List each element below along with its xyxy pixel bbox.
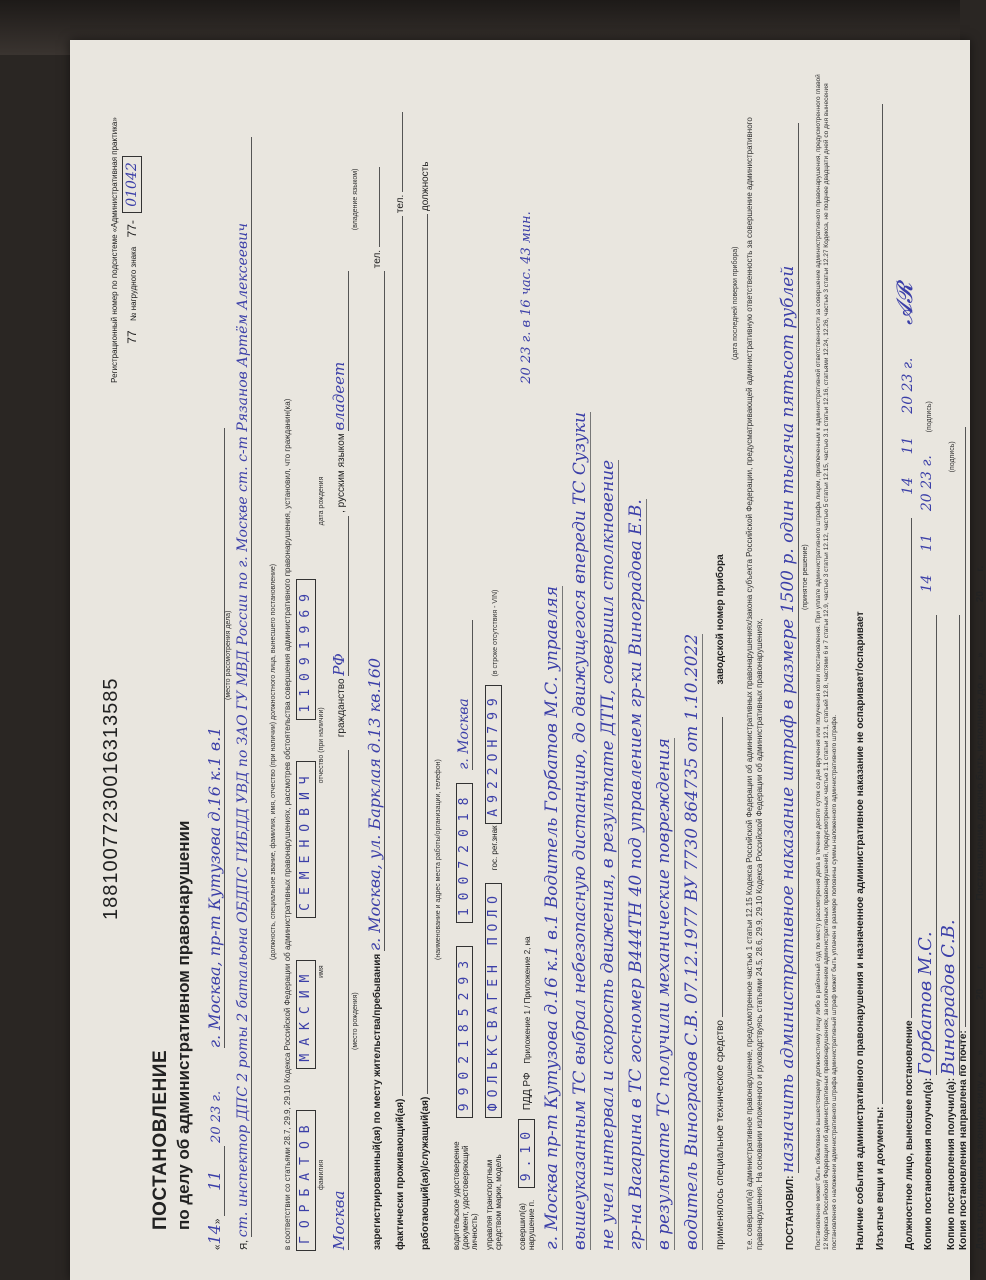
plate-cells: А922ОН799 [485,685,502,823]
officer-intro: Я, [239,1240,250,1250]
vin-label: (в строке отсутствия - VIN) [492,589,499,677]
issuer-date-month: 11 [900,436,916,455]
copy-mail-row [958,428,969,1251]
fine-print: Постановление может быть обжаловано вышестоящему должностному лицу либо в районный суд по месту рассмотрения дела в течение десяти суток со дня вручения или получения копии постановления. При уплате административного штрафа лицом, привлеченным к административной ответственности за совершение административного правонарушения, предусмотренного главой 12 Кодекса Российской Федерации об административных правонарушениях, за исключением административных правонарушений, предусмотренных частью 1.1 статьи 12.1, статьей 12.8, частями 6 и 7 статьи 12.9, частью 3 статьи 12.12, частью 5 статьи 12.15, частью 3.1 статьи 12.16, статьями 12.24, 12.26, частью 3 статьи 12.27 Кодекса, не позднее двадцати дней со дня вынесения постановления о наложении административного штрафа административный штраф может быть уплачен в размере половины суммы наложенного административного штрафа. [815,74,838,1250]
tel-line [379,167,380,247]
officer-row [235,137,252,1250]
place-hand: г. Москва, пр-т Кутузова д.16 к.1 в.1 [205,428,225,1048]
name-cells [296,960,316,1068]
date-day: 14 [205,1224,224,1245]
issuer-line [911,518,912,1018]
device-line [722,717,723,1017]
license-row [452,620,479,1250]
reg-label: Регистрационный номер по подсистеме «Административная практика» [110,117,119,383]
pdd-label: ПДД РФ [522,1072,533,1111]
vehicle-cells: ФОЛЬКСВАГЕН ПОЛО [485,883,502,1118]
offence-line-5: в результате ТС получили механические повреждения [654,738,674,1250]
date-year: 20 23 г. [209,1090,224,1143]
surname-value: ГОРБАТОВ [296,1110,316,1251]
no-event-row: Наличие события административного правонарушения и назначенное административное наказание не оспаривает/оспаривает [855,611,866,1250]
copy-mail-line [965,428,966,1028]
citizenship-label: гражданство [336,678,347,738]
recipient1-date-day: 14 [919,574,935,593]
copy-received-row [915,401,937,1250]
address-row [365,167,385,1250]
citizenship-hand: РФ [330,516,349,676]
device-label: применялось специальное техническое средство [715,1020,726,1250]
ruling-row [778,123,799,1250]
fact-label: фактически проживающий(ая) [395,1098,406,1250]
work-sub: (наименование и адрес места работы/организации, телефон) [435,759,442,960]
surname-label: фамилия [318,1159,325,1190]
vehicle-label: управляя транспортным средством марки, модель [485,1154,504,1250]
signature-label-1: (подпись) [926,401,933,433]
place-label: (место рассмотрения дела) [225,610,232,700]
title-block [150,60,194,1260]
officer-hand: ст. инспектор ДПС 2 роты 2 батальона ОБДПС ГИБДД УВД по ЗАО ГУ МВД России по г. Москве ст. с-т Рязанов Артём Алексеевич [235,137,252,1237]
russian-hand: владеет [330,271,349,431]
work-row [420,162,431,1250]
effective-label: Дата вступления в законную силу «___» ________ 20___ г. [975,963,986,1250]
officer-label: (должность, специальное звание, фамилия, имя, отчество (при наличии) должностного лица, вынесшего постановление) [270,563,277,960]
seized-line [882,104,883,1104]
birth-cells [296,579,316,719]
reg-address-label: зарегистрированный(ая) по месту жительства/пребывания [372,953,383,1250]
copy-received2-label: Копию постановления получил(а): [946,1077,957,1250]
date-month: 11 [205,1146,225,1216]
patronymic-cells [296,761,316,916]
issuer-date-year: 20 23 г. [900,357,916,414]
tel-line-2 [402,112,403,192]
name-value: МАКСИМ [296,960,316,1069]
offence-line-2: вышеуказанным ТС выбрал небезопасную дистанцию, до движущегося впереди ТС Сузуки [570,412,590,1250]
committed-label: совершил(а) нарушение п. [518,1199,537,1250]
offence-line-4: гр-на Вагарина в ТС госномер В444ТН 40 под управлением гр-ки Виноградова Е.В. [626,499,646,1250]
birthplace-label: (место рождения) [352,992,359,1050]
ruling-sub: (принятое решение) [802,544,809,610]
seized-label: Изъятые вещи и документы: [875,1106,886,1250]
signature-label-2: (подпись) [949,441,956,473]
birthplace-row [330,271,349,1250]
recipient1-hand: Горбатов М.С. [915,615,937,1075]
device-sub: (дата последней поверки прибора) [732,246,739,360]
fact-row [395,112,406,1250]
surname-cells [296,1110,316,1250]
position-label: должность [420,161,431,212]
issuer-label: Должностное лицо, вынесшее постановление [904,1020,915,1250]
device-num-label: заводской номер прибора [715,554,726,685]
clause-cells: 9.10 [518,1119,535,1188]
work-label: работающий(ая)/служащий(ая) [420,1096,431,1250]
law-text: в соответствии со статьями 28.7, 29.9, 29.10 Кодекса Российской Федерации об административных правонарушениях, рассмотрев обстоятельства совершения административного правонарушения, установил, что гражданин(ка) [283,398,292,1250]
tel-label-2: тел. [395,194,406,214]
recipient1-date-year: 20 23 г. [919,455,935,512]
vehicle-row [485,590,503,1250]
ruling-label: ПОСТАНОВИЛ: [785,1175,796,1250]
recipient1-date-month: 11 [919,533,935,552]
recipient2-hand: Виноградов С.В. [938,615,960,1075]
offence-date: 20 23 г. в 16 час. 43 мин. [519,211,534,384]
committed-row [518,211,536,1250]
russian-label: , русским языком [336,433,347,513]
patronymic-label: отчество (при наличии) [318,707,325,784]
document-number: 18810077230016313585 [100,677,122,920]
license-label: водительское удостоверение (документ, удостоверяющий личность) [452,1141,479,1250]
device-row [715,554,726,1250]
birth-label: дата рождения [318,476,325,526]
tel-label: тел. [372,249,383,269]
date-place-row: «14» 11 20 23 г. г. Москва, пр-т Кутузова д.16 к.1 в.1 [205,428,225,1250]
name-label: имя [318,965,325,978]
seized-row [875,104,886,1250]
reg-num-label: № нагрудного знака [129,246,138,322]
document-sheet [70,40,986,1280]
fio-labels [318,477,325,1250]
birthplace-labels [352,169,359,1250]
offence-line-6: водитель Виноградов С.В. 07.12.1977 ВУ 7730 864735 от 1.10.2022 [682,633,702,1250]
license-issued-hand: г. Москва [456,620,473,770]
fact-line [402,216,403,1096]
offence-line-3: не учел интервал и скорость движения, в результате ДТП, совершил столкновение [598,459,618,1250]
birthplace-hand: Москва [330,750,349,1250]
birth-value: 11091969 [296,579,316,720]
license-date-cells: 10072018 [456,783,473,924]
issuer-signature: 𝓐𝓡 [893,283,918,325]
copy-mail-label: Копия постановления направлена по почте: [958,1030,969,1250]
license-cells: 9902185293 [456,946,473,1118]
copy-received2-row [938,441,960,1250]
document-content [90,60,986,1260]
liability-text: т.е. совершил(а) административное правонарушение, предусмотренное частью 1 статьи 12.15 Кодекса Российской Федерации об административных правонарушениях/закона субъекта Российской Федерации, предусматривающей административную ответственность за совершение административного правонарушения. На основании изложенного и руководствуясь статьями 24.5, 28.6, 29.9, 29.10 Кодекса Российской Федерации об административных правонарушениях, [745,117,764,1250]
appendix-label: Приложение 1 / Приложение 2, на [523,936,532,1064]
effective-row [975,566,986,1250]
copy-received-label: Копию постановления получил(а): [923,1077,934,1250]
registration-block [110,70,142,430]
reg-address-hand: г. Москва, ул. Барклая д.13 кв.160 [365,271,385,951]
work-line [427,214,428,1094]
execute-label: Постановление должно быть исполнено до «___» ________ 20___ г. [975,565,986,901]
offence-line-1: г. Москва пр-т Кутузова д.16 к.1 в.1 Водитель Горбатов М.С. управляя [542,585,562,1250]
reg-prefix: 77 [125,330,139,344]
reg-prefix2: 77- [125,220,139,238]
reg-value: 01042 [122,156,142,213]
patronymic-value: СЕМЕНОВИЧ [296,761,316,917]
russian-sub: (владение языком) [352,168,359,231]
page-subtitle: по делу об административном правонарушении [174,820,193,1230]
plate-label: гос. рег.знак [490,825,499,871]
ruling-hand: назначить административное наказание штраф в размере 1500 р. один тысяча пятьсот рублей [778,123,799,1173]
page-title: ПОСТАНОВЛЕНИЕ [150,1049,171,1230]
fio-row [296,579,316,1250]
issuer-date-day: 14 [900,477,916,495]
